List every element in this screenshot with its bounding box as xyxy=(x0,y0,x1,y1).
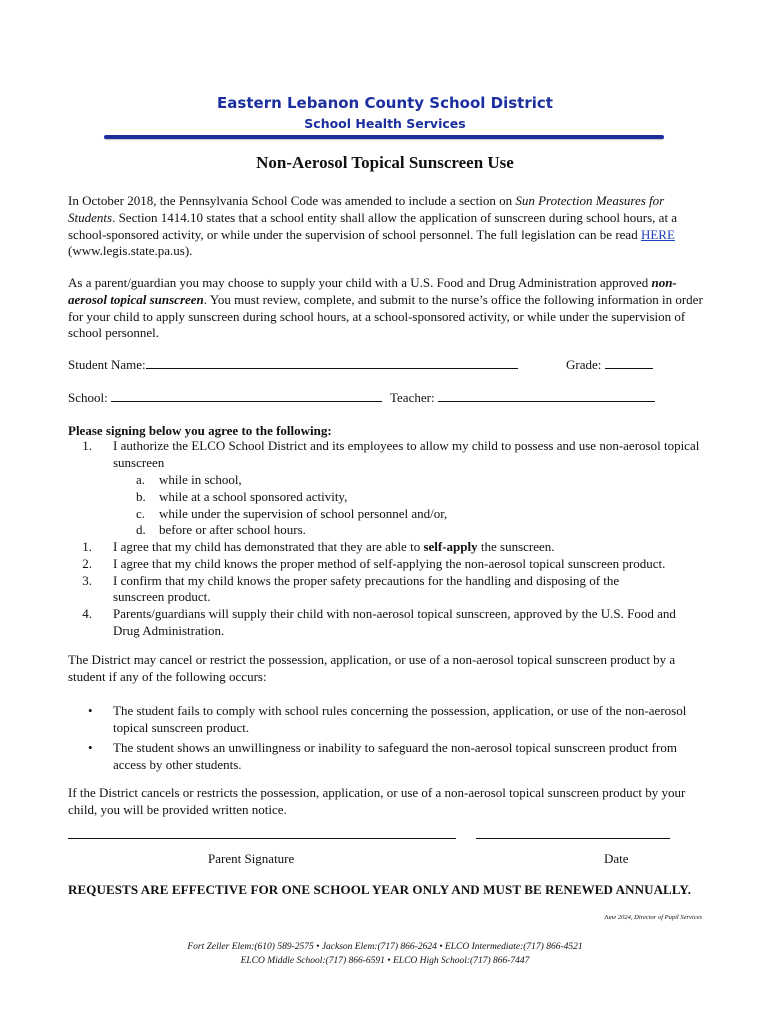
self-apply-post: the sunscreen. xyxy=(477,539,555,554)
list-item xyxy=(68,539,708,556)
notice-paragraph: If the District cancels or restricts the possession, application, or use of a non-aerosol topical sunscreen product by your child, you will be provided written notice. xyxy=(68,785,686,817)
agreement-list xyxy=(68,438,708,640)
item-text: I confirm that my child knows the proper safety precautions for the handling and disposing of the sunscreen product. xyxy=(113,572,620,605)
bullet-list xyxy=(68,703,708,774)
item-text: Parents/guardians will supply their child with non-aerosol topical sunscreen, approved by the U.S. Food and Drug Administration. xyxy=(113,606,676,638)
student-name-row xyxy=(68,357,518,374)
sub-text: while under the supervision of school personnel and/or, xyxy=(159,505,448,521)
footer-line-2: ELCO Middle School:(717) 866-6591 • ELCO High School:(717) 866-7447 xyxy=(240,956,530,966)
list-item xyxy=(68,556,708,573)
bullet-text: The student fails to comply with school rules concerning the possession, application, or use of the non-aerosol topical sunscreen product. xyxy=(113,703,687,735)
item-number: 3. xyxy=(82,572,92,588)
sub-list-item xyxy=(68,522,708,539)
list-item xyxy=(68,573,708,607)
parent-signature-line[interactable] xyxy=(68,838,456,839)
cancel-paragraph: The District may cancel or restrict the possession, application, or use of a non-aerosol topical sunscreen product by a student if any of the following occurs: xyxy=(68,652,676,684)
bullet-item xyxy=(68,703,708,740)
header-divider xyxy=(104,135,664,139)
item-number: 1. xyxy=(82,438,92,453)
sub-list-item xyxy=(68,472,708,489)
item-text: I authorize the ELCO School District and its employees to allow my child to possess and use non-aerosol topical sunscreen xyxy=(113,438,700,470)
revision-note: June 2024, Director of Pupil Services xyxy=(604,914,702,921)
item-text xyxy=(113,539,703,556)
school-field[interactable] xyxy=(111,390,382,402)
date-label: Date xyxy=(604,851,629,866)
sub-text: while in school, xyxy=(159,472,242,487)
school-row xyxy=(68,390,382,407)
sub-letter: a. xyxy=(136,472,146,487)
grade-row xyxy=(566,357,653,374)
bullet-text: The student shows an unwillingness or inability to safeguard the non-aerosol topical sunscreen product from access by other students. xyxy=(113,740,677,772)
teacher-row xyxy=(390,390,655,407)
grade-field[interactable] xyxy=(605,357,653,369)
grade-label: Grade: xyxy=(566,357,602,372)
sub-letter: c. xyxy=(136,505,146,521)
footer-line-1: Fort Zeller Elem:(610) 589-2575 • Jackson Elem:(717) 866-2624 • ELCO Intermediate:(717) 866-4521 xyxy=(187,942,583,952)
bullet-item xyxy=(68,740,708,774)
item-number: 2. xyxy=(82,555,92,571)
teacher-label: Teacher: xyxy=(390,390,435,405)
school-label: School: xyxy=(68,390,108,405)
department-name: School Health Services xyxy=(304,116,466,131)
sub-list-item xyxy=(68,506,708,523)
intro-text-2: . Section 1414.10 states that a school entity shall allow the application of sunscreen during school hours, at a school-sponsored activity, or while under the supervision of school personnel. The full legislation can be read xyxy=(68,209,678,242)
parent-signature-label: Parent Signature xyxy=(208,851,295,866)
bullet-icon: • xyxy=(88,740,93,755)
intro-text-1: In October 2018, the Pennsylvania School Code was amended to include a section on xyxy=(68,193,516,208)
parent-emphasis: non-aerosol topical sunscreen xyxy=(68,275,677,307)
sub-letter: d. xyxy=(136,522,146,538)
list-item xyxy=(68,606,708,640)
parent-text-2: . You must review, complete, and submit to the nurse’s office the following information in order for your child to apply sunscreen during school hours, at a school-sponsored activity, or while under the supervision of school personnel. xyxy=(68,291,703,341)
student-name-field[interactable] xyxy=(146,357,518,369)
student-name-label: Student Name: xyxy=(68,357,146,372)
intro-text-3: (www.legis.state.pa.us). xyxy=(68,243,193,259)
page-title: Non-Aerosol Topical Sunscreen Use xyxy=(256,153,514,172)
teacher-field[interactable] xyxy=(438,390,655,402)
sub-list-item xyxy=(68,489,708,506)
agreement-heading: Please signing below you agree to the following: xyxy=(68,423,332,438)
sub-list xyxy=(68,472,708,539)
district-name: Eastern Lebanon County School District xyxy=(217,94,553,112)
intro-paragraph xyxy=(68,193,708,260)
sub-text: before or after school hours. xyxy=(159,522,306,538)
parent-paragraph xyxy=(68,275,708,342)
renewal-notice: REQUESTS ARE EFFECTIVE FOR ONE SCHOOL YEAR ONLY AND MUST BE RENEWED ANNUALLY. xyxy=(68,882,692,897)
legislation-link[interactable]: HERE xyxy=(640,226,675,242)
sub-letter: b. xyxy=(136,488,146,504)
date-signature-line[interactable] xyxy=(476,838,670,839)
item-number: 4. xyxy=(82,606,92,622)
parent-text-1: As a parent/guardian you may choose to supply your child with a U.S. Food and Drug Administration approved xyxy=(68,275,652,290)
self-apply-bold: self-apply xyxy=(423,539,478,554)
list-item xyxy=(68,438,708,472)
self-apply-pre: I agree that my child has demonstrated that they are able to xyxy=(113,539,424,554)
sub-text: while at a school sponsored activity, xyxy=(159,488,348,504)
item-number: 1. xyxy=(82,539,92,554)
bullet-icon: • xyxy=(88,703,93,718)
intro-italic: Sun Protection Measures for Students xyxy=(68,193,665,225)
item-text: I agree that my child knows the proper method of self-applying the non-aerosol topical sunscreen product. xyxy=(113,555,666,571)
